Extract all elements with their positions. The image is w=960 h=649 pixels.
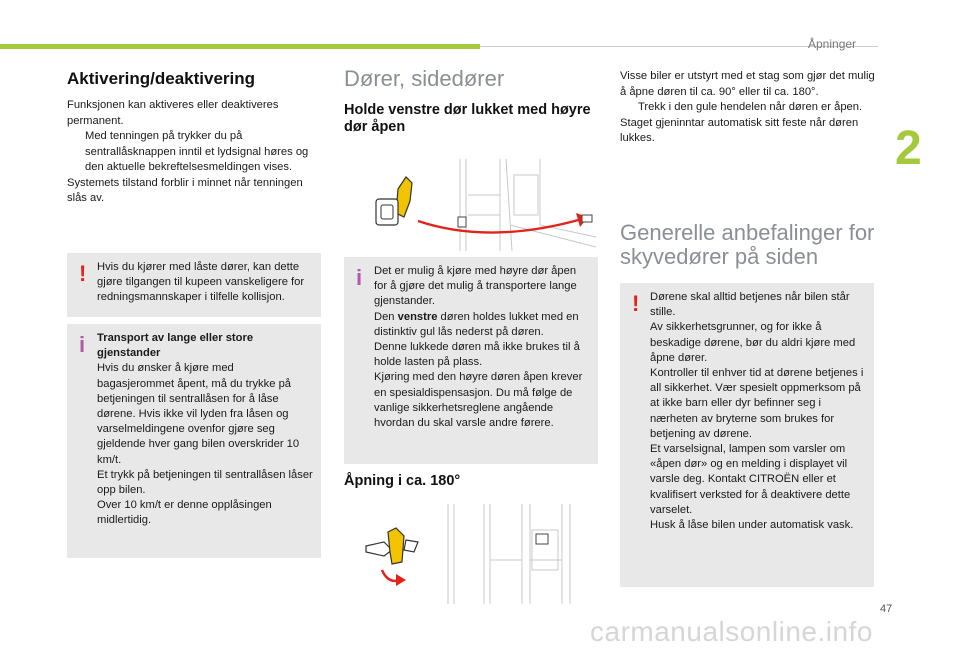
warning-line-5: Husk å låse bilen under automatisk vask. bbox=[650, 519, 854, 532]
warning-line-4: Et varselsignal, lampen som varsler om «åpen dør» og en melding i displayet vil varsle deg. Kontakt CITROËN eller et kvalifisert verksted for å deaktivere dette varselet. bbox=[650, 443, 851, 516]
subtitle-hold-left-door: Holde venstre dør lukket med høyre dør åpen bbox=[344, 102, 591, 135]
info-paragraph-4: Kjøring med den høyre døren åpen krever en spesialdispensasjon. Du må følge de vanlige sikkerhetsreglene angående hvordan du skal varsle andre førere. bbox=[374, 371, 583, 430]
subtitle-180-opening: Åpning i ca. 180° bbox=[344, 473, 461, 489]
yellow-lock-icon bbox=[376, 177, 412, 225]
info-body-2: Et trykk på betjeningen til sentrallåsen låser opp bilen. bbox=[97, 468, 313, 497]
info-icon: i bbox=[79, 332, 86, 357]
warning-icon: ! bbox=[79, 261, 87, 286]
stay-bullet bbox=[620, 100, 876, 116]
section-title-doors: Dører, sidedører bbox=[344, 66, 505, 91]
info-box-long-objects bbox=[67, 324, 321, 558]
info-paragraph-3: Denne lukkede døren må ikke brukes til å holde lasten på plass. bbox=[374, 341, 580, 369]
page-number: 47 bbox=[880, 603, 893, 615]
activation-intro: Funksjonen kan aktiveres eller deaktiveres permanent. bbox=[67, 99, 279, 127]
watermark: carmanualsonline.info bbox=[590, 616, 873, 647]
warning-line-1: Dørene skal alltid betjenes når bilen står stille. bbox=[650, 291, 850, 319]
warning-icon: ! bbox=[632, 291, 640, 316]
latch-icon bbox=[582, 215, 592, 222]
info-paragraph-2 bbox=[374, 310, 590, 340]
warning-line-2: Av sikkerhetsgrunner, og for ikke å beskadige dørene, bør du aldri kjøre med åpne dører. bbox=[650, 321, 856, 364]
stay-bullet-text: Trekk i den gule hendelen når døren er åpen. bbox=[638, 101, 863, 113]
warning-box-sliding-doors bbox=[620, 283, 874, 587]
door-stay-illustration bbox=[362, 500, 600, 606]
section-title-recommendations: Generelle anbefalinger for skyvedører på siden bbox=[620, 220, 875, 269]
info-icon: i bbox=[356, 265, 363, 290]
activation-outro: Systemets tilstand forblir i minnet når tenningen slås av. bbox=[67, 176, 303, 204]
section-title-activation: Aktivering/deaktivering bbox=[67, 69, 256, 88]
info-title: Transport av lange eller store gjenstander bbox=[97, 332, 254, 360]
info-p2-start: Den bbox=[374, 310, 398, 323]
info-text bbox=[97, 331, 313, 529]
info-body-3: Over 10 km/t er denne opplåsingen midlertidig. bbox=[97, 499, 272, 527]
hinge-icon bbox=[458, 217, 466, 227]
info-text bbox=[374, 264, 590, 431]
info-p2-bold: venstre bbox=[397, 310, 438, 323]
warning-box-locked-doors bbox=[67, 253, 321, 317]
stay-text bbox=[620, 69, 876, 147]
info-box-right-door-open bbox=[344, 257, 598, 464]
stay-intro: Visse biler er utstyrt med et stag som gjør det mulig å åpne døren til ca. 90° eller til ca. 180°. bbox=[620, 70, 875, 98]
warning-text: Hvis du kjører med låste dører, kan dette gjøre tilgangen til kupeen vanskeligere for redningsmannskaper i tilfelle kollisjon. bbox=[97, 261, 305, 304]
warning-line-3: Kontroller til enhver tid at dørene betjenes i all sikkerhet. Vær spesielt oppmerksom på at ikke barn eller dyr befinner seg i nærheten av bryterne som brukes for betjening av dørene. bbox=[650, 367, 864, 440]
door-lock-illustration bbox=[360, 155, 600, 253]
activation-bullet-text: Med tenningen på trykker du på sentrallåsknappen inntil et lydsignal høres og den aktuelle bekreftelsesmeldingen vises. bbox=[85, 130, 309, 173]
section-label: Åpninger bbox=[808, 37, 857, 51]
chapter-number: 2 bbox=[895, 122, 922, 175]
info-p2-end: døren holdes lukket med en distinktiv gul lås nederst på døren. bbox=[374, 310, 579, 338]
info-paragraph-1: Det er mulig å kjøre med høyre dør åpen for å gjøre det mulig å transportere lange gjenstander. bbox=[374, 265, 577, 308]
stay-outro: Staget gjeninntar automatisk sitt feste når døren lukkes. bbox=[620, 116, 859, 144]
warning-text bbox=[650, 290, 866, 533]
activation-bullet bbox=[67, 129, 323, 176]
info-body: Hvis du ønsker å kjøre med bagasjerommet åpent, må du trykke på betjeningen til sentrallåsen for å låse dørene. Hvis ikke vil lyden fra låsen og varselmeldingene ovenfor gjøre seg gjeldende hver gang bilen overskrider 10 km/t. bbox=[97, 362, 300, 466]
arrow-head bbox=[396, 574, 406, 586]
header-accent-bar bbox=[0, 44, 480, 49]
yellow-lever-icon bbox=[366, 528, 418, 564]
hinge-icon bbox=[536, 534, 548, 544]
activation-text bbox=[67, 98, 323, 207]
